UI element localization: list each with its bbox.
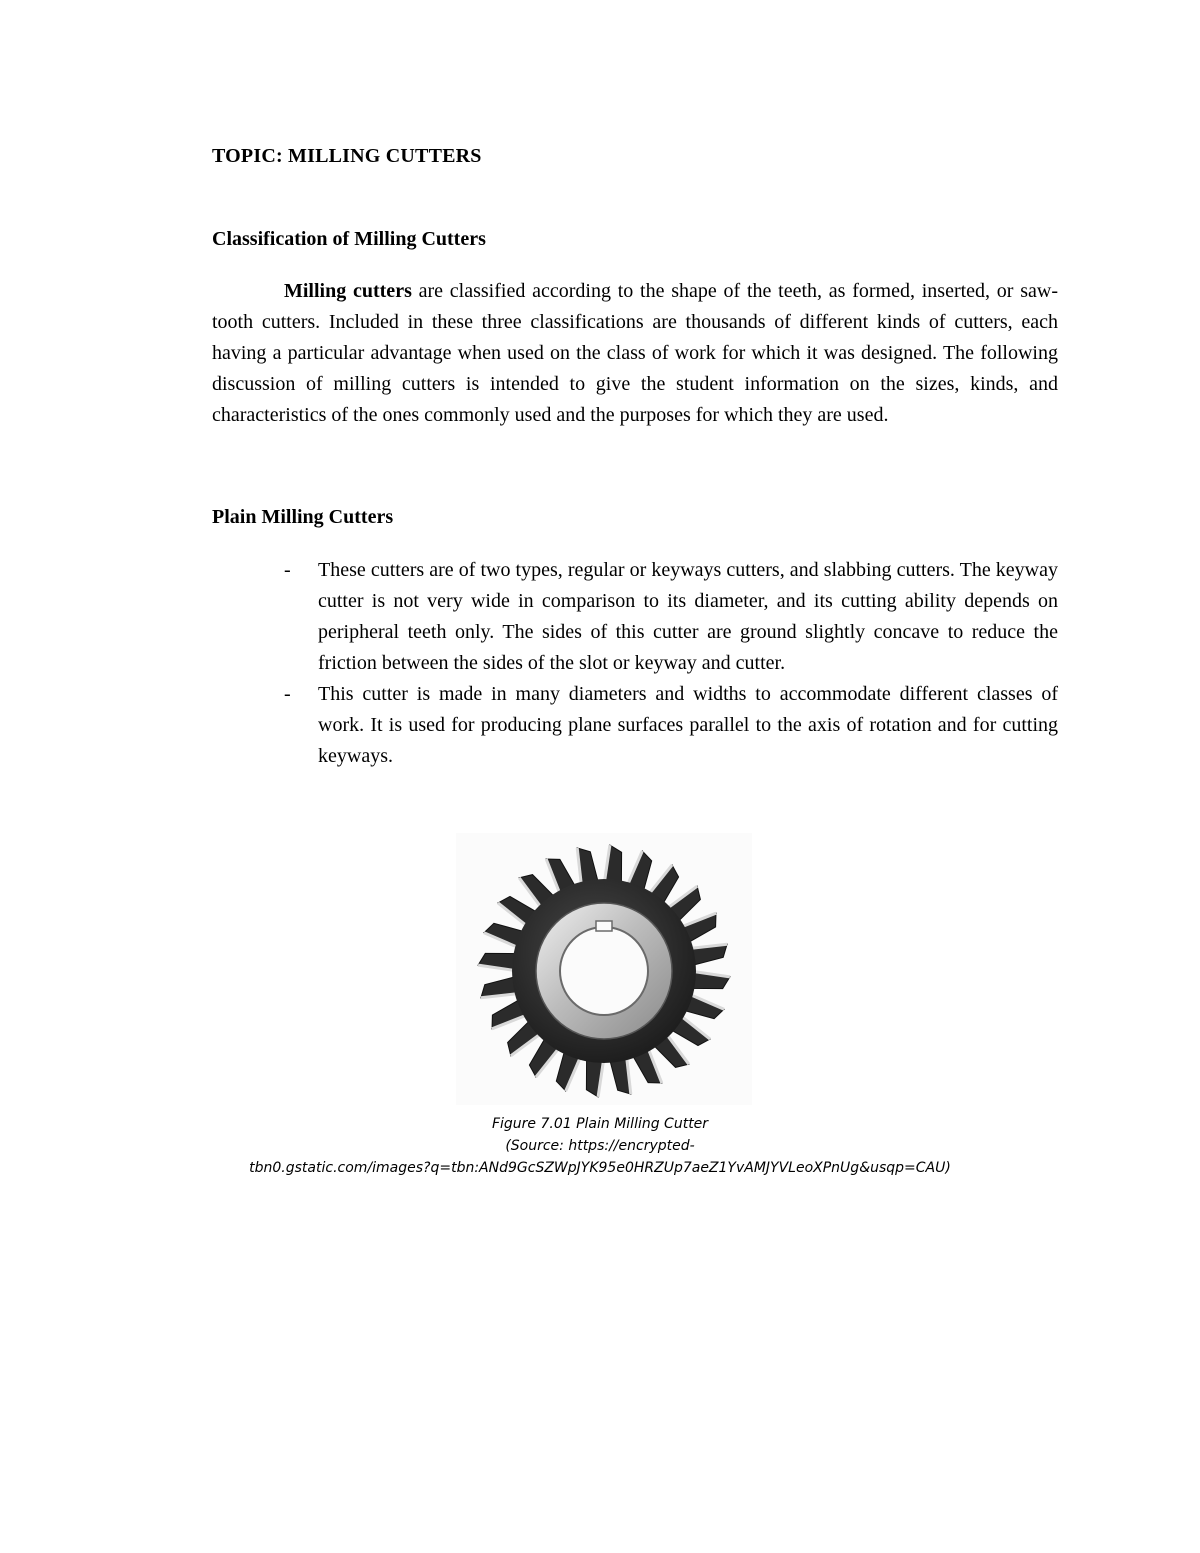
milling-cutter-illustration [456,833,752,1105]
section-heading-classification: Classification of Milling Cutters [212,228,486,250]
figure-source-line: (Source: https://encrypted- [505,1138,695,1154]
list-item [280,679,1058,772]
plain-milling-cutter-image [456,833,752,1105]
topic-title: TOPIC: MILLING CUTTERS [212,145,482,167]
figure-caption: Figure 7.01 Plain Milling Cutter [491,1116,709,1132]
classification-paragraph [212,276,1058,431]
bullet-text: This cutter is made in many diameters and widths to accommodate different classes of work. It is used for producing plane surfaces parallel to the axis of rotation and for cutting keyways. [318,683,1058,767]
plain-cutters-bullet-list [280,555,1058,772]
bullet-text: These cutters are of two types, regular or keyways cutters, and slabbing cutters. The keyway cutter is not very wide in comparison to its diameter, and its cutting ability depends on peripheral teeth only. The sides of this cutter are ground slightly concave to reduce the friction between the sides of the slot or keyway and cutter. [318,559,1058,674]
term-milling-cutters: Milling cutters [284,280,412,302]
dash-bullet-marker: - [284,559,291,581]
figure-source-url: tbn0.gstatic.com/images?q=tbn:ANd9GcSZWpJYK95e0HRZUp7aeZ1YvAMJYVLeoXPnUg&usqp=CAU) [249,1160,951,1176]
arbor-hole [560,927,648,1015]
dash-bullet-marker: - [284,683,291,705]
classification-body-text: are classified according to the shape of the teeth, as formed, inserted, or saw-tooth cutters. Included in these three classifications are thousands of different kinds of cutters, each having a particular advantage when used on the class of work for which it was designed. The following discussion of milling cutters is intended to give the student information on the sizes, kinds, and characteristics of the ones commonly used and the purposes for which they are used. [212,280,1058,426]
section-heading-plain-milling-cutters: Plain Milling Cutters [212,506,394,528]
list-item [280,555,1058,679]
keyway-slot [596,921,612,931]
